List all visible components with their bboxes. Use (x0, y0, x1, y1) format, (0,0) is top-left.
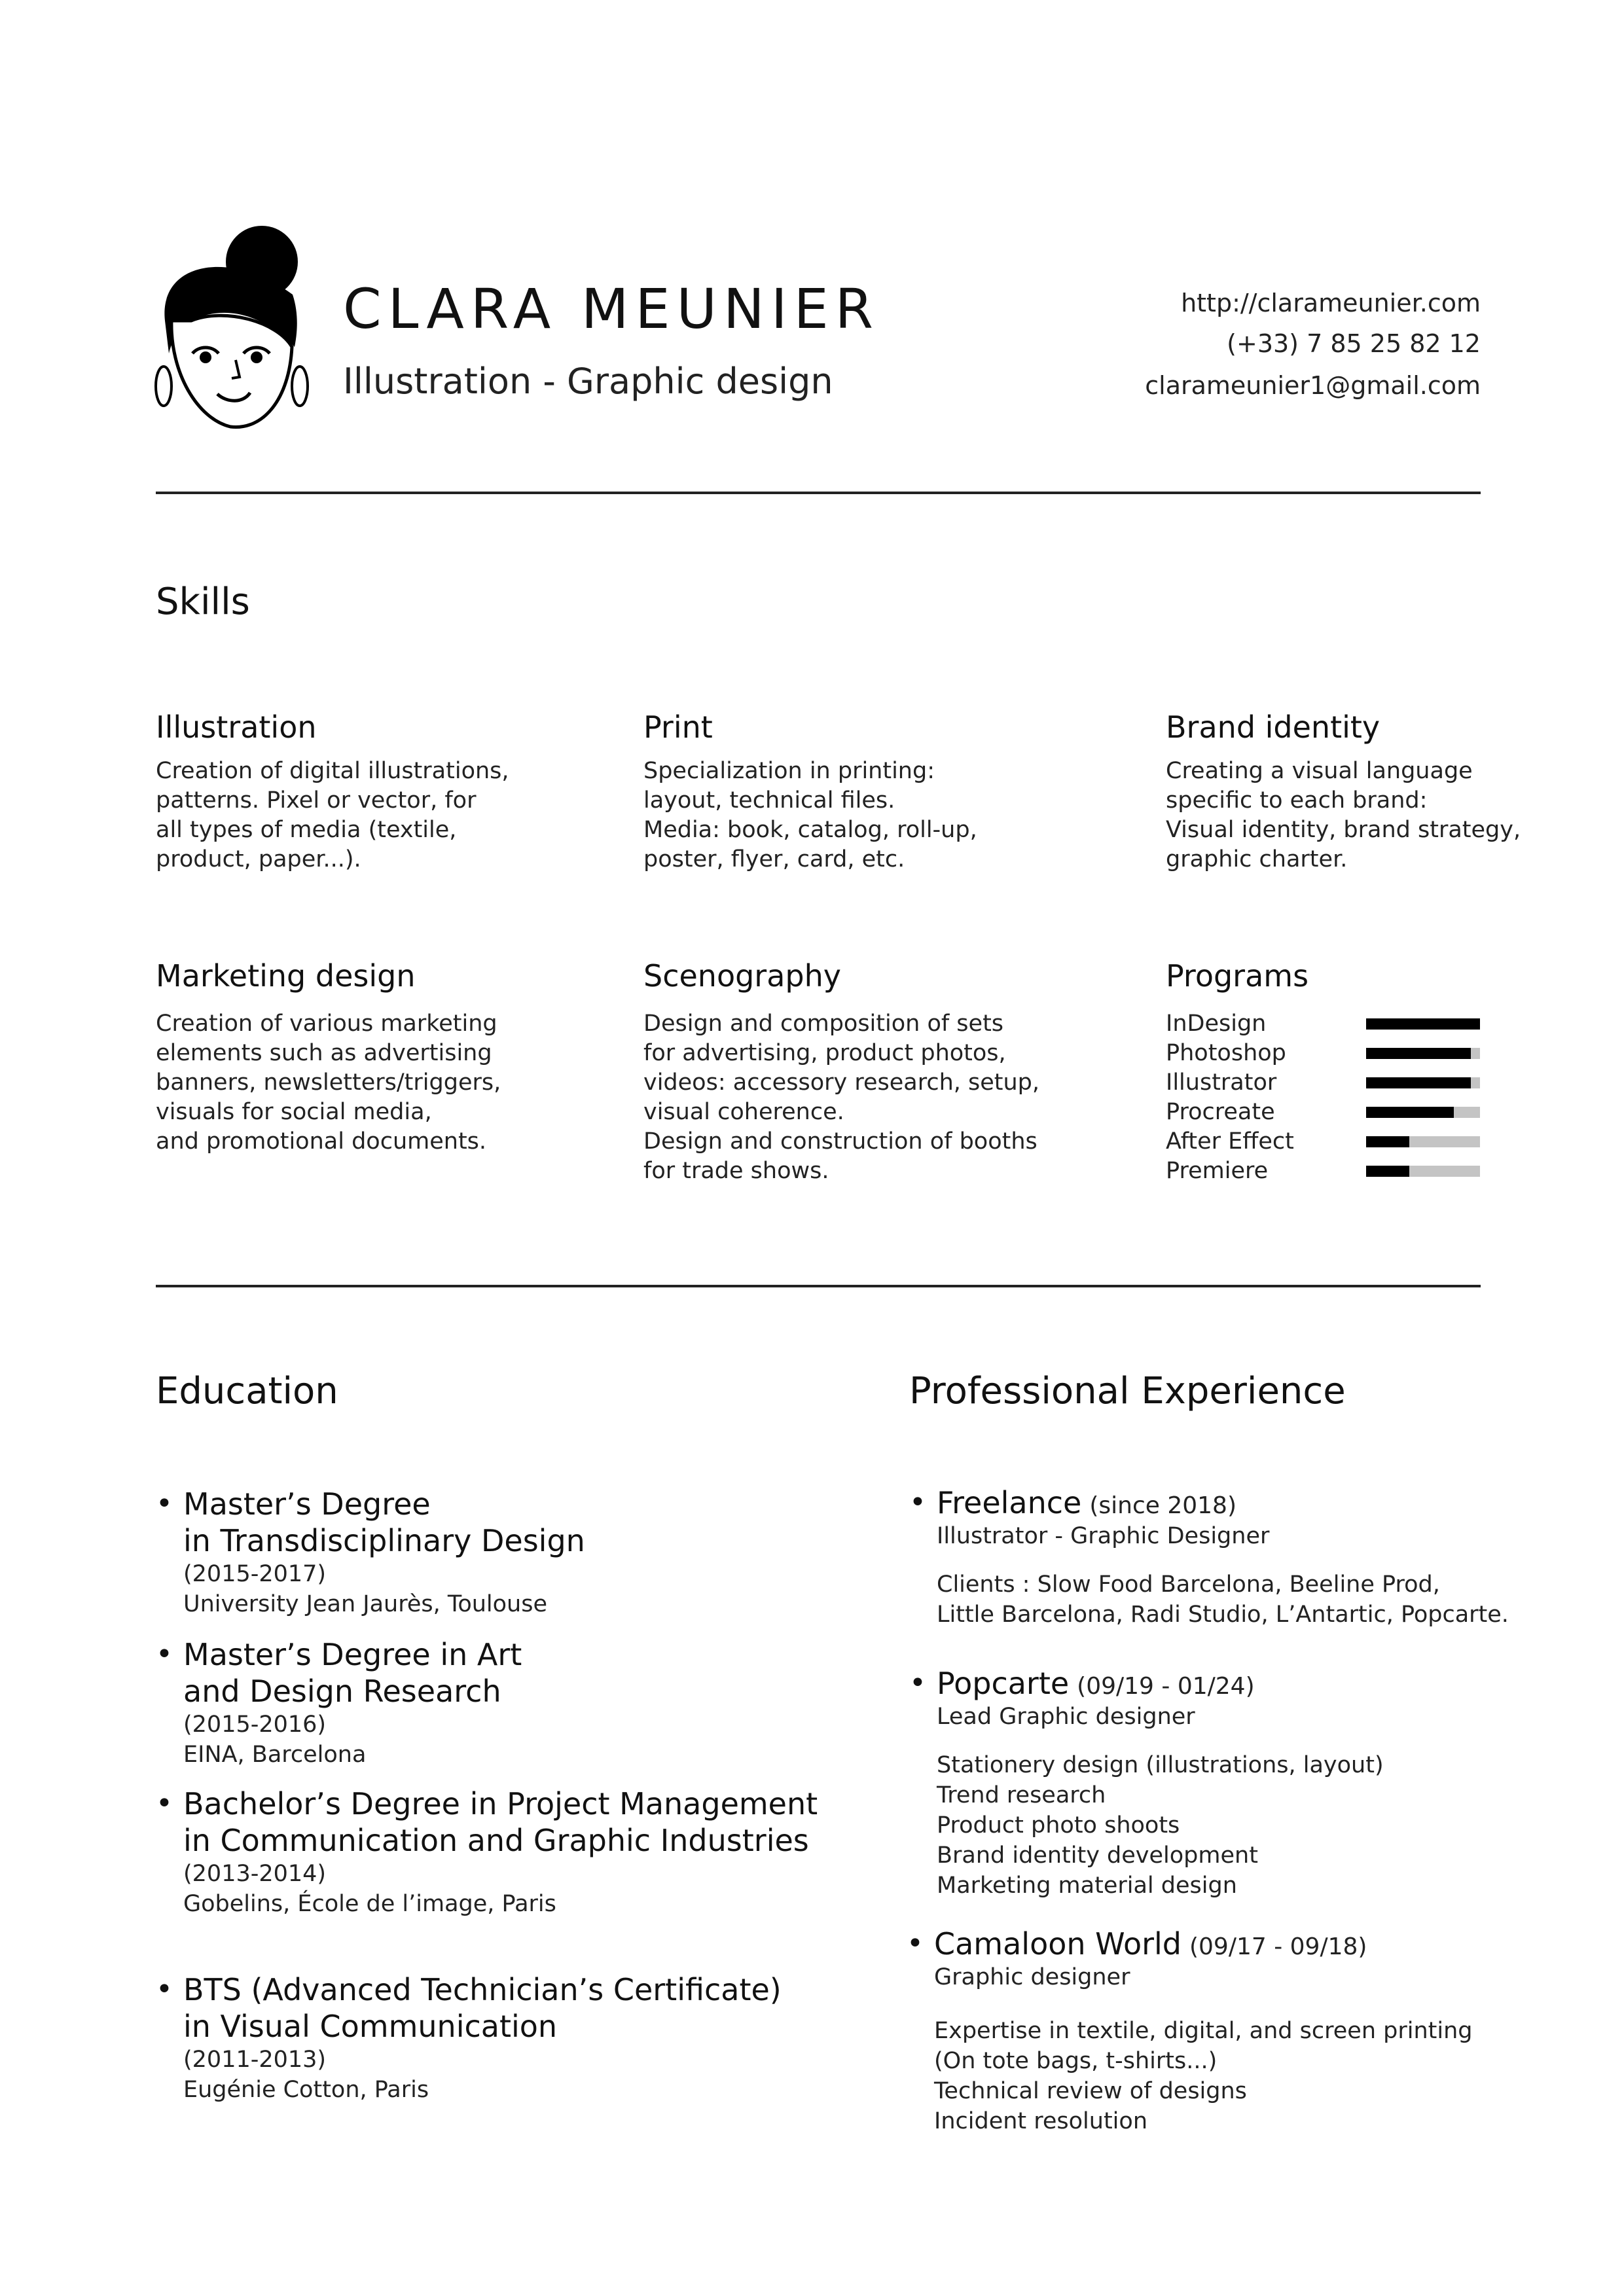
program-name: Premiere (1166, 1158, 1269, 1184)
skill-title: Marketing design (156, 958, 416, 994)
experience-period: (since 2018) (1089, 1492, 1237, 1519)
degree-title-line: in Communication and Graphic Industries (183, 1823, 809, 1858)
experience-detail-line: Trend research (937, 1782, 1106, 1808)
experience-detail-line: (On tote bags, t-shirts...) (934, 2048, 1218, 2074)
program-level-bar (1366, 1077, 1480, 1088)
skill-brand-identity (1166, 709, 1521, 874)
skill-line: layout, technical files. (643, 787, 895, 814)
website-link[interactable]: http://clarameunier.com (1181, 289, 1481, 317)
skills-heading: Skills (156, 581, 250, 623)
experience-details (937, 1570, 1509, 1630)
experience-detail-line: Brand identity development (937, 1842, 1258, 1869)
bullet-icon: • (909, 1666, 926, 1700)
bullet-icon: • (156, 1787, 173, 1820)
skill-description (643, 1009, 1039, 1186)
skill-line: patterns. Pixel or vector, for (156, 787, 477, 814)
skill-line: specific to each brand: (1166, 787, 1428, 814)
experience-detail-line: Product photo shoots (937, 1812, 1180, 1839)
skill-title: Scenography (643, 958, 841, 994)
skill-title: Programs (1166, 958, 1309, 994)
skill-line: Visual identity, brand strategy, (1166, 817, 1521, 843)
degree-years: (2015-2016) (183, 1712, 327, 1738)
program-row (1166, 1098, 1480, 1127)
experience-period: (09/19 - 01/24) (1077, 1673, 1255, 1700)
company-name: Freelance (937, 1485, 1082, 1520)
phone-number[interactable]: (+33) 7 85 25 82 12 (1227, 329, 1481, 358)
experience-details (937, 1750, 1384, 1901)
company-name: Popcarte (937, 1666, 1070, 1701)
experience-entry (909, 1484, 1509, 1630)
experience-entry (909, 1665, 1384, 1901)
experience-role: Illustrator - Graphic Designer (937, 1523, 1270, 1549)
skill-line: for trade shows. (643, 1158, 829, 1184)
bullet-icon: • (909, 1486, 926, 1519)
skill-illustration (156, 709, 509, 874)
experience-detail-line: Incident resolution (934, 2108, 1148, 2134)
skill-title: Print (643, 709, 713, 745)
program-name: InDesign (1166, 1011, 1267, 1037)
experience-header (937, 1665, 1384, 1702)
program-name: Photoshop (1166, 1040, 1286, 1066)
experience-role: Lead Graphic designer (937, 1704, 1195, 1730)
program-row (1166, 1039, 1480, 1068)
degree-title (183, 1486, 585, 1559)
program-row (1166, 1009, 1480, 1039)
experience-detail-line: Marketing material design (937, 1873, 1237, 1899)
skill-line: poster, flyer, card, etc. (643, 846, 905, 872)
degree-title-line: in Visual Communication (183, 2009, 558, 2044)
program-row (1166, 1127, 1480, 1157)
skills-divider (156, 1285, 1481, 1287)
experience-detail-line: Expertise in textile, digital, and screen printing (934, 2018, 1473, 2044)
skill-line: graphic charter. (1166, 846, 1348, 872)
degree-years: (2011-2013) (183, 2047, 327, 2073)
skill-line: banners, newsletters/triggers, (156, 1069, 501, 1096)
program-level-fill (1366, 1107, 1454, 1118)
skill-line: elements such as advertising (156, 1040, 492, 1066)
program-level-fill (1366, 1048, 1471, 1059)
program-name: After Effect (1166, 1128, 1294, 1155)
skill-line: Media: book, catalog, roll-up, (643, 817, 977, 843)
skill-line: Creation of digital illustrations, (156, 758, 509, 784)
portrait-illustration (152, 223, 316, 432)
degree-title-line: in Transdisciplinary Design (183, 1523, 585, 1558)
experience-heading: Professional Experience (909, 1370, 1346, 1412)
bullet-icon: • (156, 1973, 173, 2006)
skill-line: Creating a visual language (1166, 758, 1473, 784)
skill-line: and promotional documents. (156, 1128, 487, 1155)
experience-period: (09/17 - 09/18) (1189, 1933, 1367, 1960)
experience-detail-line: Stationery design (illustrations, layout) (937, 1752, 1384, 1778)
program-level-bar (1366, 1048, 1480, 1059)
degree-title-line: and Design Research (183, 1674, 501, 1709)
program-level-fill (1366, 1136, 1409, 1147)
program-level-bar (1366, 1136, 1480, 1147)
degree-title (183, 1636, 522, 1710)
experience-role: Graphic designer (934, 1964, 1130, 1990)
program-name: Procreate (1166, 1099, 1275, 1125)
degree-school: Eugénie Cotton, Paris (183, 2077, 429, 2103)
degree-title-line: BTS (Advanced Technician’s Certificate) (183, 1972, 782, 2007)
degree-title (183, 1785, 818, 1859)
company-name: Camaloon World (934, 1926, 1182, 1962)
program-level-bar (1366, 1166, 1480, 1177)
skill-line: visuals for social media, (156, 1099, 432, 1125)
program-level-fill (1366, 1018, 1480, 1030)
programs-list (1166, 1009, 1480, 1186)
skill-description (1166, 757, 1521, 874)
skill-line: Specialization in printing: (643, 758, 935, 784)
program-name: Illustrator (1166, 1069, 1277, 1096)
person-name: CLARA MEUNIER (343, 277, 880, 341)
education-entry (156, 1636, 522, 1770)
program-row (1166, 1157, 1480, 1186)
education-entry (156, 1785, 818, 1919)
skill-print (643, 709, 977, 874)
education-entry (156, 1971, 782, 2105)
skill-line: videos: accessory research, setup, (643, 1069, 1040, 1096)
skill-line: all types of media (textile, (156, 817, 457, 843)
skill-title: Illustration (156, 709, 317, 745)
email-link[interactable]: clarameunier1@gmail.com (1145, 371, 1481, 400)
skill-line: Design and composition of sets (643, 1011, 1004, 1037)
skill-line: product, paper...). (156, 846, 361, 872)
skill-title: Brand identity (1166, 709, 1380, 745)
skill-programs (1166, 958, 1480, 1186)
degree-title-line: Master’s Degree (183, 1486, 431, 1522)
skill-line: visual coherence. (643, 1099, 844, 1125)
skill-line: for advertising, product photos, (643, 1040, 1006, 1066)
program-level-bar (1366, 1018, 1480, 1030)
experience-header (937, 1484, 1509, 1521)
skill-scenography (643, 958, 1040, 1186)
bullet-icon: • (907, 1927, 924, 1960)
education-heading: Education (156, 1370, 338, 1412)
degree-title (183, 1971, 782, 2045)
bullet-icon: • (156, 1487, 173, 1520)
skill-description (156, 1009, 501, 1157)
degree-years: (2013-2014) (183, 1861, 327, 1887)
program-level-bar (1366, 1107, 1480, 1118)
program-level-fill (1366, 1077, 1471, 1088)
degree-title-line: Bachelor’s Degree in Project Management (183, 1786, 818, 1821)
skill-line: Design and construction of booths (643, 1128, 1038, 1155)
education-entry (156, 1486, 585, 1619)
degree-school: Gobelins, École de l’image, Paris (183, 1891, 556, 1917)
degree-years: (2015-2017) (183, 1561, 327, 1587)
degree-school: University Jean Jaurès, Toulouse (183, 1591, 548, 1617)
program-level-fill (1366, 1166, 1409, 1177)
avatar (152, 223, 316, 432)
degree-title-line: Master’s Degree in Art (183, 1637, 522, 1672)
degree-school: EINA, Barcelona (183, 1742, 367, 1768)
job-tagline: Illustration - Graphic design (343, 361, 833, 402)
skill-description (643, 757, 977, 874)
skill-description (156, 757, 509, 874)
experience-entry (907, 1926, 1473, 2136)
experience-header (934, 1926, 1472, 1962)
skill-line: Creation of various marketing (156, 1011, 497, 1037)
skill-marketing-design (156, 958, 501, 1157)
experience-details (934, 2016, 1472, 2136)
header-divider (156, 492, 1481, 494)
experience-detail-line: Clients : Slow Food Barcelona, Beeline Prod, (937, 1571, 1440, 1598)
program-row (1166, 1068, 1480, 1098)
bullet-icon: • (156, 1638, 173, 1671)
experience-detail-line: Technical review of designs (934, 2078, 1247, 2104)
experience-detail-line: Little Barcelona, Radi Studio, L’Antartic, Popcarte. (937, 1602, 1509, 1628)
